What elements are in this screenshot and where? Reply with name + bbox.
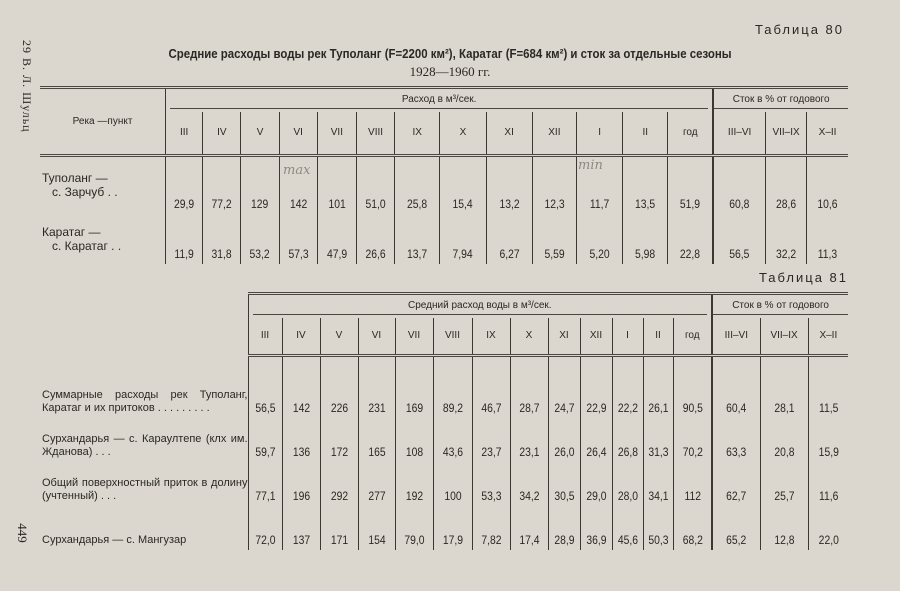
row-label-line1: Каратаг — [42, 224, 101, 239]
cell-value: 142 [292, 402, 310, 415]
column-header: год [673, 318, 712, 356]
column-header: III–VI [712, 318, 760, 356]
column-header: VII [395, 318, 433, 356]
table-cell [317, 156, 356, 214]
cell-value: 112 [684, 490, 701, 503]
table-cell [356, 214, 394, 264]
cell-value: 30,5 [553, 490, 575, 503]
table-cell [673, 506, 712, 550]
table-cell [203, 156, 241, 214]
cell-value: 28,6 [775, 198, 797, 211]
group-header-runoff-text: Сток в % от годового [713, 297, 848, 315]
cell-value: 89,2 [442, 402, 463, 415]
row-label-line2: с. Каратаг . . [52, 238, 122, 253]
column-header: XI [486, 112, 532, 156]
column-header: I [612, 318, 643, 356]
column-header: IX [472, 318, 510, 356]
table-cell [358, 506, 395, 550]
table-cell [282, 462, 320, 506]
table-cell [440, 214, 486, 264]
column-header: VII–IX [765, 112, 806, 156]
table-cell [248, 418, 282, 462]
table-cell [808, 418, 848, 462]
table-cell [548, 462, 580, 506]
table-cell [713, 156, 765, 214]
cell-value: 11,6 [818, 490, 839, 503]
column-header: XI [548, 318, 580, 356]
group-header-discharge-text: Средний расход воды в м³/сек. [253, 297, 708, 315]
table80-subtitle: 1928—1960 гг. [409, 64, 491, 79]
cell-value: 11,7 [589, 198, 610, 211]
column-header: VI [279, 112, 317, 156]
table-cell [166, 214, 203, 264]
cell-value: 53,2 [249, 248, 271, 261]
table-81 [40, 292, 848, 550]
table-cell [623, 214, 668, 264]
table-cell [548, 418, 580, 462]
cell-value: 63,3 [726, 446, 747, 459]
table-cell [765, 156, 806, 214]
column-header: IV [203, 112, 241, 156]
table-80 [40, 86, 848, 264]
group-header-runoff [713, 88, 848, 112]
table-cell [395, 418, 433, 462]
cell-value: 24,7 [553, 402, 575, 415]
table-cell [612, 418, 643, 462]
column-header: I [576, 112, 622, 156]
cell-value: 5,98 [635, 248, 656, 261]
column-header: III [166, 112, 203, 156]
cell-value: 25,8 [407, 198, 428, 211]
table-cell [486, 156, 532, 214]
cell-value: 17,4 [518, 534, 540, 547]
column-header: X–II [808, 318, 848, 356]
column-header: X [440, 112, 486, 156]
cell-value: 100 [443, 490, 462, 503]
cell-value: 31,8 [211, 248, 232, 261]
cell-value: 6,27 [499, 248, 520, 261]
group-header-discharge [166, 88, 714, 112]
running-head-text: 29 В. Л. Шульц [20, 40, 34, 133]
column-header: IX [395, 112, 440, 156]
group-header-discharge-text: Расход в м³/сек. [170, 91, 708, 109]
cell-value: 165 [367, 446, 386, 459]
cell-value: 5,59 [544, 248, 565, 261]
table-cell [486, 214, 532, 264]
cell-value: 15,9 [818, 446, 839, 459]
row-label [40, 214, 166, 264]
cell-value: 29,9 [174, 198, 195, 211]
table-cell [643, 462, 673, 506]
cell-value: 28,9 [553, 534, 575, 547]
table-cell [248, 506, 282, 550]
cell-value: 129 [251, 198, 269, 211]
table-cell [580, 356, 612, 418]
row-label-line2: с. Зарчуб . . [52, 185, 118, 200]
cell-value: 142 [289, 198, 307, 211]
cell-value: 68,2 [682, 534, 703, 547]
table-cell [472, 418, 510, 462]
table-cell [282, 506, 320, 550]
table-cell [643, 418, 673, 462]
table-cell [282, 418, 320, 462]
cell-value: 108 [405, 446, 423, 459]
table-cell [510, 418, 548, 462]
column-header: VIII [356, 112, 394, 156]
table-row [40, 156, 848, 214]
cell-value: 23,7 [480, 446, 502, 459]
table-cell [765, 214, 806, 264]
row-label: Сурхандарья — с. Мангузар [42, 533, 187, 546]
cell-value: 13,2 [499, 198, 520, 211]
cell-value: 17,9 [442, 534, 463, 547]
cell-value: 26,0 [553, 446, 575, 459]
cell-value: 231 [367, 402, 386, 415]
cell-value: 26,1 [647, 402, 669, 415]
cell-value: 20,8 [773, 446, 795, 459]
handwritten-min-note: min [578, 158, 603, 173]
cell-value: 22,8 [680, 248, 701, 261]
cell-value: 77,2 [211, 198, 232, 211]
table-cell [668, 156, 713, 214]
column-header: V [320, 318, 358, 356]
table80-title: Средние расходы воды рек Туполанг (F=2200 км²), Каратаг (F=684 км²) и сток за отдельные сезоны [168, 46, 732, 61]
cell-value: 226 [330, 402, 348, 415]
column-header: год [668, 112, 713, 156]
table-cell [673, 356, 712, 418]
table-row [40, 356, 848, 418]
cell-value: 57,3 [288, 248, 309, 261]
cell-value: 7,94 [452, 248, 474, 261]
cell-value: 5,20 [589, 248, 610, 261]
cell-value: 136 [292, 446, 310, 459]
table-cell [317, 214, 356, 264]
table-cell [760, 506, 808, 550]
table-cell [808, 506, 848, 550]
cell-value: 70,2 [682, 446, 703, 459]
cell-value: 29,0 [585, 490, 607, 503]
table-cell [532, 156, 576, 214]
cell-value: 62,7 [726, 490, 747, 503]
row-label: Суммарные расходы рек Туполанг, Каратаг и их притоков . . . . . . . . . [42, 388, 248, 414]
cell-value: 26,4 [585, 446, 607, 459]
cell-value: 22,0 [818, 534, 839, 547]
cell-value: 12,8 [773, 534, 795, 547]
page-number-text: 449 [14, 523, 30, 543]
cell-value: 31,3 [647, 446, 669, 459]
table-cell [576, 214, 622, 264]
table-cell [241, 156, 279, 214]
cell-value: 101 [328, 198, 346, 211]
cell-value: 196 [292, 490, 310, 503]
table-cell [760, 418, 808, 462]
table-cell [320, 418, 358, 462]
group-header-runoff-text: Сток в % от годового [714, 91, 848, 109]
table-cell [808, 356, 848, 418]
cell-value: 11,5 [818, 402, 839, 415]
table-cell [248, 462, 282, 506]
column-header: XII [580, 318, 612, 356]
table-cell [356, 156, 394, 214]
cell-value: 36,9 [585, 534, 607, 547]
cell-value: 60,4 [726, 402, 747, 415]
cell-value: 79,0 [403, 534, 425, 547]
cell-value: 26,6 [365, 248, 386, 261]
cell-value: 72,0 [254, 534, 276, 547]
cell-value: 169 [405, 402, 423, 415]
table-cell [395, 356, 433, 418]
column-header: IV [282, 318, 320, 356]
cell-value: 13,5 [635, 198, 656, 211]
table-cell [395, 462, 433, 506]
cell-value: 53,3 [480, 490, 502, 503]
cell-value: 11,9 [174, 248, 194, 261]
cell-value: 43,6 [442, 446, 463, 459]
table-cell [623, 156, 668, 214]
cell-value: 51,9 [680, 198, 701, 211]
table-cell [358, 418, 395, 462]
cell-value: 28,7 [518, 402, 540, 415]
table-cell [673, 462, 712, 506]
group-header-runoff [712, 294, 848, 318]
table-cell [433, 356, 472, 418]
cell-value: 172 [330, 446, 348, 459]
table-cell [643, 356, 673, 418]
column-header: III [248, 318, 282, 356]
row-label [40, 156, 166, 214]
table-cell [580, 506, 612, 550]
cell-value: 47,9 [326, 248, 347, 261]
cell-value: 28,0 [617, 490, 638, 503]
row-header [40, 294, 248, 356]
table-row [40, 462, 848, 506]
table-cell [203, 214, 241, 264]
table-cell [433, 506, 472, 550]
table-cell [807, 214, 848, 264]
column-header: II [623, 112, 668, 156]
table-cell [433, 418, 472, 462]
table-cell [612, 356, 643, 418]
table-cell [548, 356, 580, 418]
table-cell [358, 356, 395, 418]
table-cell [395, 156, 440, 214]
table-cell [612, 462, 643, 506]
table-cell [433, 462, 472, 506]
table-cell [668, 214, 713, 264]
group-header-discharge [248, 294, 712, 318]
cell-value: 65,2 [726, 534, 747, 547]
table-cell [760, 356, 808, 418]
cell-value: 25,7 [773, 490, 795, 503]
cell-value: 171 [330, 534, 348, 547]
table-cell [510, 506, 548, 550]
cell-value: 32,2 [775, 248, 797, 261]
column-header: V [241, 112, 279, 156]
column-header: II [643, 318, 673, 356]
table-cell [358, 462, 395, 506]
table-cell [643, 506, 673, 550]
cell-value: 137 [292, 534, 310, 547]
table-cell [320, 356, 358, 418]
table-cell [510, 356, 548, 418]
column-header: VII [317, 112, 356, 156]
table-cell [712, 418, 760, 462]
cell-value: 56,5 [254, 402, 276, 415]
cell-value: 11,3 [817, 248, 838, 261]
table-cell [712, 462, 760, 506]
cell-value: 7,82 [480, 534, 502, 547]
table-cell [472, 506, 510, 550]
cell-value: 77,1 [254, 490, 276, 503]
cell-value: 13,7 [407, 248, 428, 261]
cell-value: 51,0 [365, 198, 386, 211]
cell-value: 10,6 [817, 198, 838, 211]
table-cell [808, 462, 848, 506]
cell-value: 90,5 [682, 402, 703, 415]
cell-value: 34,1 [647, 490, 669, 503]
row-header: Река —пункт [40, 88, 166, 156]
row-label: Сурхандарья — с. Караултепе (клх им. Жданова) . . . [42, 432, 248, 458]
table-cell [472, 356, 510, 418]
table-row [40, 214, 848, 264]
table80-label: Таблица 80 [754, 22, 844, 37]
column-header: XII [532, 112, 576, 156]
column-header: VIII [433, 318, 472, 356]
table-cell [712, 506, 760, 550]
table-cell [760, 462, 808, 506]
table-cell [282, 356, 320, 418]
table-cell [440, 156, 486, 214]
table81-label: Таблица 81 [758, 270, 848, 285]
column-header: X [510, 318, 548, 356]
cell-value: 22,2 [617, 402, 638, 415]
table-cell [612, 506, 643, 550]
cell-value: 192 [405, 490, 423, 503]
table-cell [472, 462, 510, 506]
cell-value: 22,9 [585, 402, 607, 415]
table-row [40, 506, 848, 550]
column-header: VI [358, 318, 395, 356]
handwritten-max-note: max [283, 163, 311, 178]
column-header: VII–IX [760, 318, 808, 356]
table-cell [548, 506, 580, 550]
cell-value: 45,6 [617, 534, 638, 547]
table-cell [248, 356, 282, 418]
table-cell [580, 462, 612, 506]
page-number [12, 525, 32, 541]
table-cell [395, 214, 440, 264]
table-cell [320, 506, 358, 550]
table-cell [713, 214, 765, 264]
table-cell [241, 214, 279, 264]
cell-value: 34,2 [518, 490, 540, 503]
cell-value: 12,3 [544, 198, 565, 211]
cell-value: 60,8 [729, 198, 750, 211]
table-cell [712, 356, 760, 418]
cell-value: 59,7 [254, 446, 276, 459]
table-cell [673, 418, 712, 462]
table-cell [166, 156, 203, 214]
table-cell [580, 418, 612, 462]
table-cell [395, 506, 433, 550]
column-header: III–VI [713, 112, 765, 156]
table-cell [532, 214, 576, 264]
cell-value: 46,7 [480, 402, 502, 415]
table-cell [320, 462, 358, 506]
cell-value: 23,1 [518, 446, 540, 459]
cell-value: 56,5 [729, 248, 750, 261]
column-header: X–II [807, 112, 848, 156]
cell-value: 50,3 [647, 534, 669, 547]
cell-value: 15,4 [452, 198, 474, 211]
cell-value: 154 [367, 534, 386, 547]
table-row [40, 418, 848, 462]
cell-value: 292 [330, 490, 348, 503]
cell-value: 26,8 [617, 446, 638, 459]
table-cell [510, 462, 548, 506]
table-cell [279, 214, 317, 264]
table-cell [807, 156, 848, 214]
row-label-line1: Туполанг — [42, 171, 108, 186]
running-head [6, 40, 36, 160]
row-label: Общий поверхностный приток в долину (учтенный) . . . [42, 476, 248, 502]
cell-value: 28,1 [773, 402, 795, 415]
cell-value: 277 [367, 490, 386, 503]
